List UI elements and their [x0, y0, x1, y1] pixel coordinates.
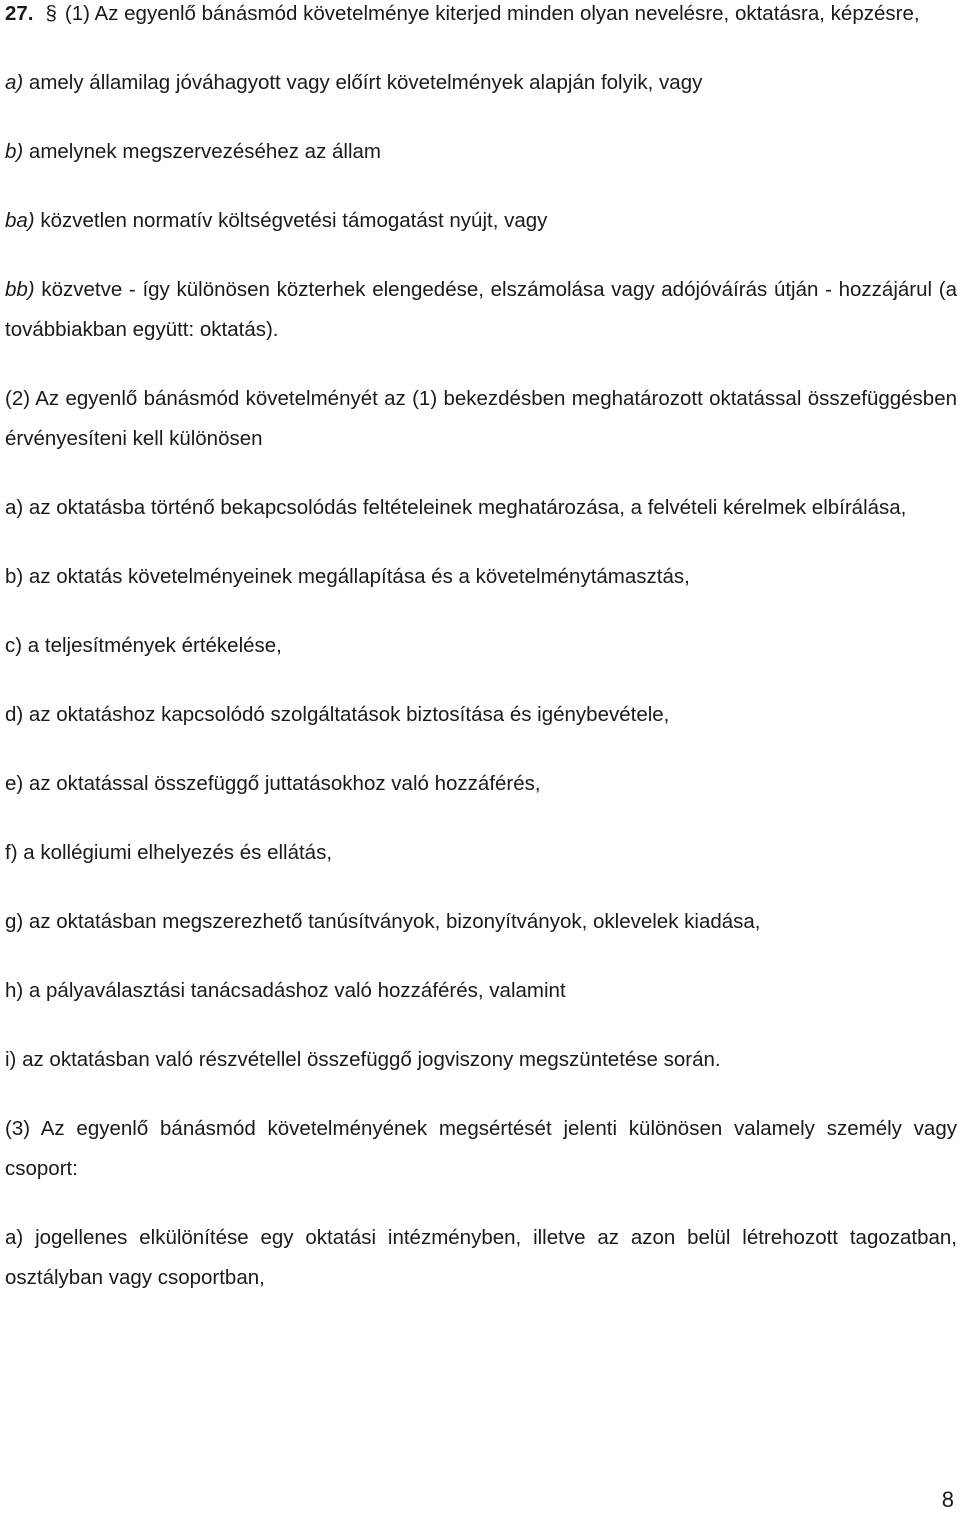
para-2-intro: (2) Az egyenlő bánásmód követelményét az (1) bekezdésben meghatározott oktatással összefüggésben érvényesíteni kell különösen: [5, 387, 957, 450]
page-number: 8: [941, 1487, 954, 1512]
item-b-label: b): [5, 140, 24, 163]
item-ba-label: ba): [5, 209, 35, 232]
para-1-item-ba: [5, 201, 957, 241]
para-2-item-a: a) az oktatásba történő bekapcsolódás feltételeinek meghatározása, a felvételi kérelmek elbírálása,: [5, 496, 907, 519]
item-a-label: a): [5, 71, 24, 94]
para-2-item-c: c) a teljesítmények értékelése,: [5, 634, 282, 657]
para-1-intro-text: (1) Az egyenlő bánásmód követelménye kiterjed minden olyan nevelésre, oktatásra, képzésre,: [64, 2, 920, 25]
para-1-item-a: [5, 63, 957, 103]
para-2-item-d: d) az oktatáshoz kapcsolódó szolgáltatások biztosítása és igénybevétele,: [5, 703, 670, 726]
section-number: 27.: [5, 2, 34, 25]
para-2-item-f: f) a kollégiumi elhelyezés és ellátás,: [5, 841, 333, 864]
document-page: [5, 0, 957, 1298]
para-1-item-b: [5, 132, 957, 172]
section-27-para-1-intro: [5, 0, 957, 34]
item-bb-label: bb): [5, 278, 35, 301]
para-3-intro: (3) Az egyenlő bánásmód követelményének megsértését jelenti különösen valamely személy vagy csoport:: [5, 1117, 957, 1180]
section-symbol: §: [45, 2, 57, 25]
item-bb-text: közvetve - így különösen közterhek elengedése, elszámolása vagy adójóváírás útján - hozzájárul (a továbbiakban együtt: oktatás).: [5, 278, 957, 341]
para-2-item-e: e) az oktatással összefüggő juttatásokhoz való hozzáférés,: [5, 772, 541, 795]
para-3-item-a: a) jogellenes elkülönítése egy oktatási intézményben, illetve az azon belül létrehozott tagozatban, osztályban vagy csoportban,: [5, 1226, 957, 1289]
para-2-item-b: b) az oktatás követelményeinek megállapítása és a követelménytámasztás,: [5, 565, 690, 588]
item-ba-text: közvetlen normatív költségvetési támogatást nyújt, vagy: [34, 209, 548, 232]
para-1-item-bb: [5, 270, 957, 350]
item-a-text: amely államilag jóváhagyott vagy előírt követelmények alapján folyik, vagy: [23, 71, 703, 94]
item-b-text: amelynek megszervezéséhez az állam: [23, 140, 382, 163]
para-2-item-i: i) az oktatásban való részvétellel összefüggő jogviszony megszüntetése során.: [5, 1048, 721, 1071]
para-2-item-g: g) az oktatásban megszerezhető tanúsítványok, bizonyítványok, oklevelek kiadása,: [5, 910, 761, 933]
para-2-item-h: h) a pályaválasztási tanácsadáshoz való hozzáférés, valamint: [5, 979, 566, 1002]
